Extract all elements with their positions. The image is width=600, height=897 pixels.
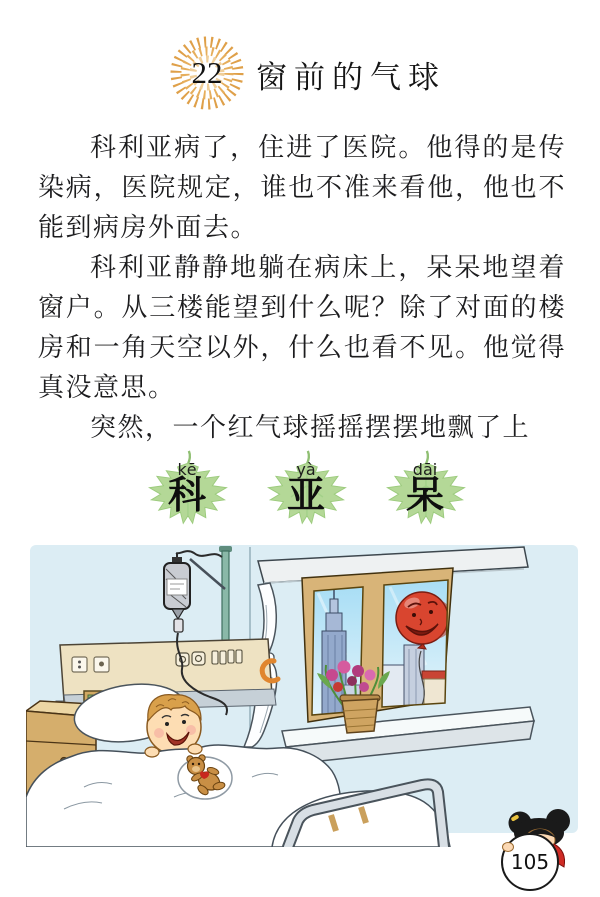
page-number: 105: [510, 850, 550, 874]
vocab-pinyin: yà: [296, 460, 316, 479]
vocab-leaf: [378, 450, 472, 544]
vocab-pinyin: dāi: [412, 460, 438, 479]
body-text: [38, 128, 566, 448]
hospital-room-illustration: [26, 545, 582, 847]
girl-mascot-icon: [494, 808, 590, 896]
lesson-title: 窗前的气球: [256, 60, 446, 95]
vocab-character: 呆: [405, 475, 444, 517]
vocab-character: 科: [167, 475, 206, 517]
vocab-leaf: [140, 450, 234, 544]
vocab-leaf: [259, 450, 353, 544]
vocab-pinyin: kē: [177, 460, 197, 479]
paragraph: 科利亚病了，住进了医院。他得的是传染病，医院规定，谁也不准来看他，他也不能到病房外面去。: [38, 133, 566, 242]
vocabulary-leaves: [140, 450, 472, 544]
vocab-character: 亚: [286, 475, 325, 517]
paragraph: 科利亚静静地躺在病床上，呆呆地望着窗户。从三楼能望到什么呢？除了对面的楼房和一角天空以外，什么也看不见。他觉得真没意思。: [38, 253, 566, 402]
page-number-badge: [494, 808, 590, 896]
lesson-number: 22: [191, 55, 223, 90]
lesson-number-sun-badge: [162, 33, 252, 113]
paragraph: 突然，一个红气球摇摇摆摆地飘了上: [90, 413, 531, 442]
